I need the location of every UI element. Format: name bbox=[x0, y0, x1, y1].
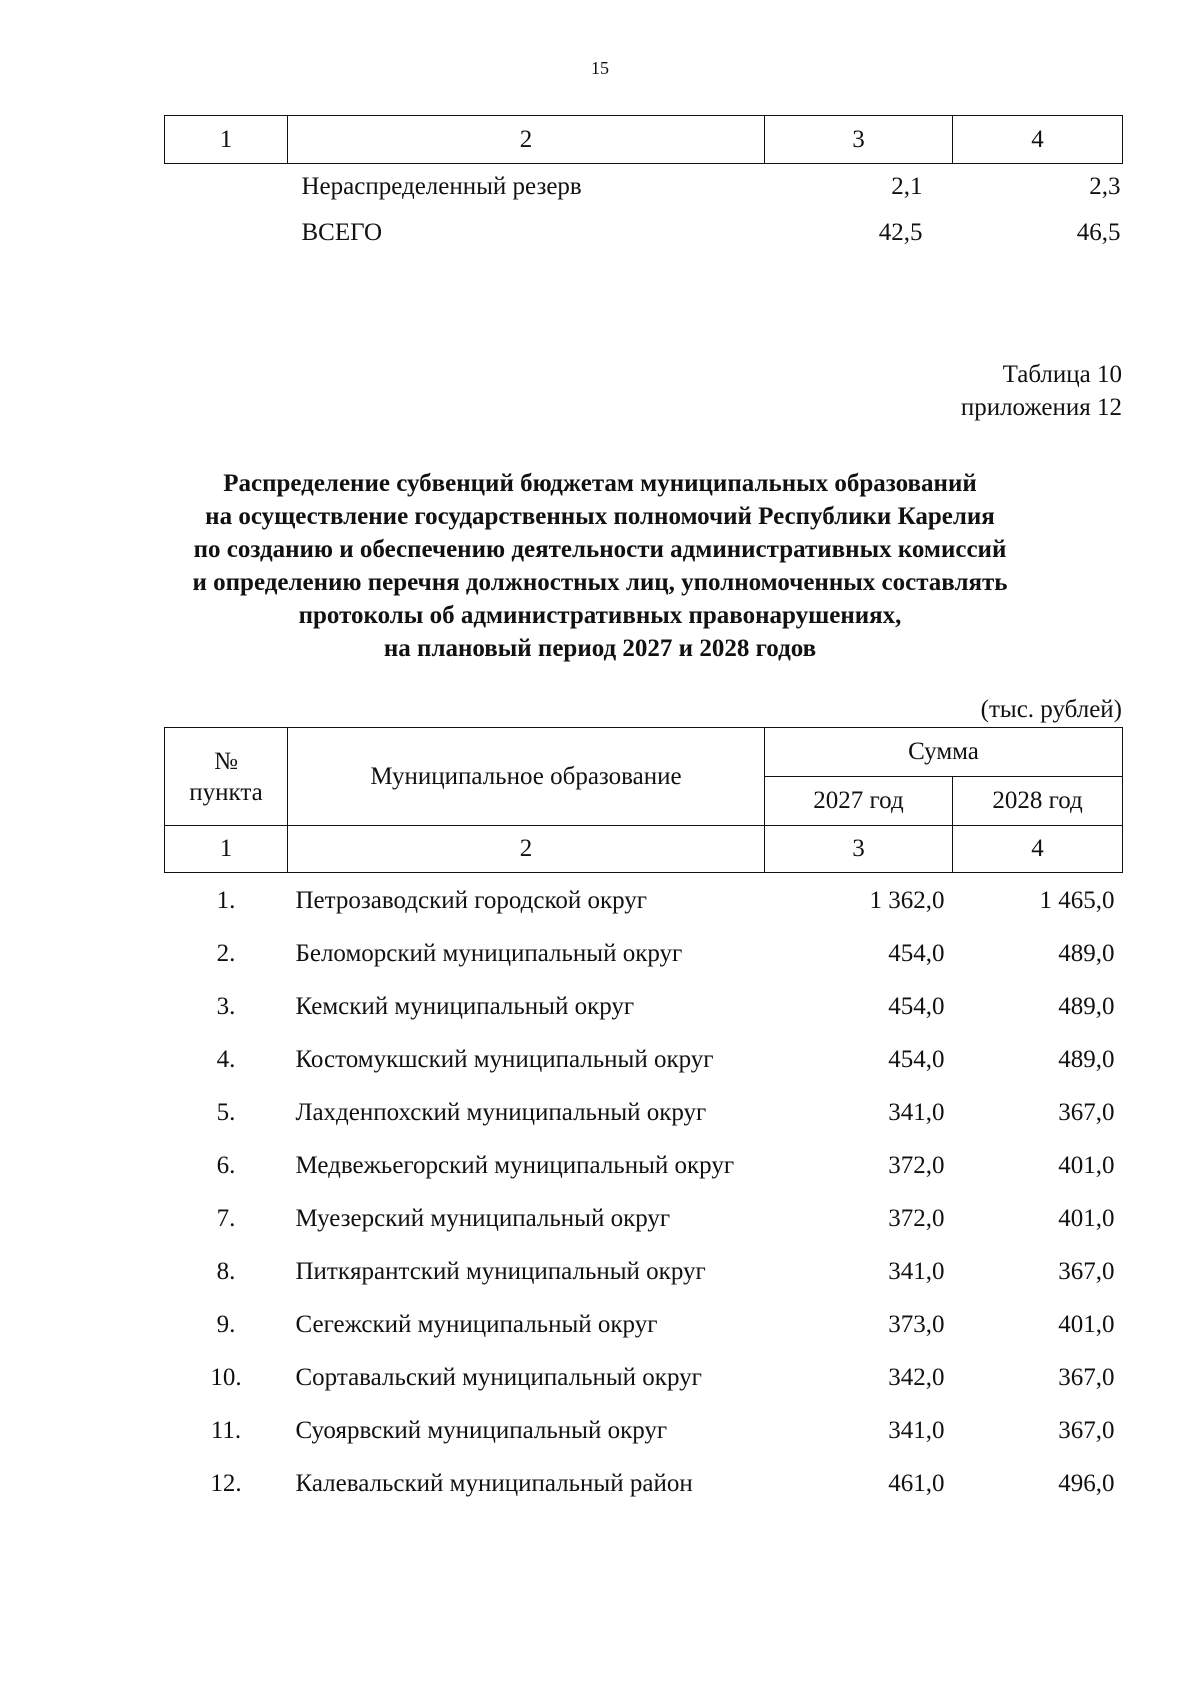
row-value-2027: 454,0 bbox=[888, 993, 945, 1020]
table-row bbox=[165, 979, 1123, 1032]
row-value-2028: 489,0 bbox=[1058, 993, 1115, 1020]
row-municipality: Беломорский муниципальный округ bbox=[295, 940, 683, 967]
row-value-2028: 367,0 bbox=[1058, 1099, 1115, 1126]
units-label: (тыс. рублей) bbox=[980, 696, 1122, 723]
row-number: 1. bbox=[216, 887, 236, 914]
row-value-2028: 489,0 bbox=[1058, 1046, 1115, 1073]
row-number: 2. bbox=[216, 940, 236, 967]
row-value-2028: 367,0 bbox=[1058, 1364, 1115, 1391]
row-municipality: Сортавальский муниципальный округ bbox=[295, 1364, 702, 1391]
header-year-2028: 2028 год bbox=[953, 777, 1123, 826]
row-value-2028: 489,0 bbox=[1058, 940, 1115, 967]
title-line: по созданию и обеспечению деятельности административных комиссий bbox=[193, 536, 1007, 563]
row-value-2027: 372,0 bbox=[888, 1152, 945, 1179]
row-value-2027: 42,5 bbox=[878, 219, 923, 246]
row-number: 9. bbox=[216, 1311, 236, 1338]
row-value-2028: 2,3 bbox=[1089, 173, 1121, 200]
table-row bbox=[165, 1244, 1123, 1297]
caption-appendix: приложения 12 bbox=[960, 394, 1122, 421]
row-municipality: Петрозаводский городской округ bbox=[295, 887, 648, 914]
title-line: протоколы об административных правонарушениях, bbox=[298, 602, 902, 629]
row-municipality: Костомукшский муниципальный округ bbox=[295, 1046, 714, 1073]
table-row bbox=[165, 1191, 1123, 1244]
row-value-2028: 401,0 bbox=[1058, 1311, 1115, 1338]
document-title bbox=[0, 467, 1200, 665]
row-municipality: Медвежьегорский муниципальный округ bbox=[295, 1152, 735, 1179]
table-row bbox=[165, 926, 1123, 979]
table-row bbox=[165, 164, 1123, 211]
row-municipality: Суоярвский муниципальный округ bbox=[295, 1417, 668, 1444]
row-value-2027: 341,0 bbox=[888, 1099, 945, 1126]
header-sum: Сумма bbox=[765, 728, 1123, 777]
header-municipality: Муниципальное образование bbox=[288, 728, 765, 826]
column-number-row bbox=[165, 826, 1123, 873]
row-value-2027: 341,0 bbox=[888, 1417, 945, 1444]
row-municipality: Лахденпохский муниципальный округ bbox=[295, 1099, 707, 1126]
row-number: 8. bbox=[216, 1258, 236, 1285]
row-value-2028: 367,0 bbox=[1058, 1417, 1115, 1444]
row-municipality: Сегежский муниципальный округ bbox=[295, 1311, 658, 1338]
col-number-3: 3 bbox=[765, 826, 953, 873]
caption-table-number: Таблица 10 bbox=[1002, 361, 1122, 388]
row-value-2028: 401,0 bbox=[1058, 1152, 1115, 1179]
row-value-2027: 461,0 bbox=[888, 1470, 945, 1497]
page-number: 15 bbox=[591, 58, 609, 78]
row-value-2027: 372,0 bbox=[888, 1205, 945, 1232]
row-value-2028: 46,5 bbox=[1076, 219, 1121, 246]
row-number: 7. bbox=[216, 1205, 236, 1232]
row-value-2027: 454,0 bbox=[888, 940, 945, 967]
col-number-1: 1 bbox=[165, 116, 288, 164]
col-number-4: 4 bbox=[953, 826, 1123, 873]
col-number-4: 4 bbox=[953, 116, 1123, 164]
row-value-2027: 2,1 bbox=[891, 173, 923, 200]
row-value-2028: 401,0 bbox=[1058, 1205, 1115, 1232]
col-number-1: 1 bbox=[165, 826, 288, 873]
row-value-2027: 341,0 bbox=[888, 1258, 945, 1285]
row-number: 3. bbox=[216, 993, 236, 1020]
row-number: 5. bbox=[216, 1099, 236, 1126]
subsidy-table bbox=[164, 727, 1123, 1509]
table-row bbox=[165, 873, 1123, 927]
row-municipality: Питкярантский муниципальный округ bbox=[295, 1258, 706, 1285]
row-value-2028: 367,0 bbox=[1058, 1258, 1115, 1285]
row-value-2027: 342,0 bbox=[888, 1364, 945, 1391]
table-caption bbox=[961, 358, 1122, 424]
table-row bbox=[165, 1403, 1123, 1456]
table-row bbox=[165, 210, 1123, 256]
title-line: на плановый период 2027 и 2028 годов bbox=[383, 635, 817, 662]
row-name: ВСЕГО bbox=[301, 219, 383, 246]
row-value-2027: 1 362,0 bbox=[869, 887, 945, 914]
title-line: на осуществление государственных полномочий Республики Карелия bbox=[205, 503, 995, 530]
row-name: Нераспределенный резерв bbox=[301, 173, 582, 200]
row-municipality: Муезерский муниципальный округ bbox=[295, 1205, 671, 1232]
table-header-row bbox=[165, 728, 1123, 777]
table-row bbox=[165, 1297, 1123, 1350]
table-row bbox=[165, 1350, 1123, 1403]
row-value-2027: 454,0 bbox=[888, 1046, 945, 1073]
header-item-number: № пункта bbox=[165, 728, 288, 826]
col-number-2: 2 bbox=[288, 116, 765, 164]
row-value-2027: 373,0 bbox=[888, 1311, 945, 1338]
continuation-table bbox=[164, 115, 1123, 256]
row-value-2028: 496,0 bbox=[1058, 1470, 1115, 1497]
title-line: Распределение субвенций бюджетам муниципальных образований bbox=[223, 470, 977, 497]
row-municipality: Калевальский муниципальный район bbox=[295, 1470, 693, 1497]
header-year-2027: 2027 год bbox=[765, 777, 953, 826]
table-row bbox=[165, 1032, 1123, 1085]
table-body bbox=[165, 873, 1123, 1510]
row-number: 4. bbox=[216, 1046, 236, 1073]
row-number: 12. bbox=[210, 1470, 242, 1497]
row-number: 6. bbox=[216, 1152, 236, 1179]
table-row bbox=[165, 1138, 1123, 1191]
column-number-row bbox=[165, 116, 1123, 164]
table-row bbox=[165, 1085, 1123, 1138]
row-number: 11. bbox=[210, 1417, 242, 1444]
row-value-2028: 1 465,0 bbox=[1039, 887, 1115, 914]
col-number-2: 2 bbox=[288, 826, 765, 873]
table-row bbox=[165, 1456, 1123, 1509]
row-municipality: Кемский муниципальный округ bbox=[295, 993, 635, 1020]
col-number-3: 3 bbox=[765, 116, 953, 164]
title-line: и определению перечня должностных лиц, уполномоченных составлять bbox=[192, 569, 1008, 596]
row-number: 10. bbox=[210, 1364, 242, 1391]
